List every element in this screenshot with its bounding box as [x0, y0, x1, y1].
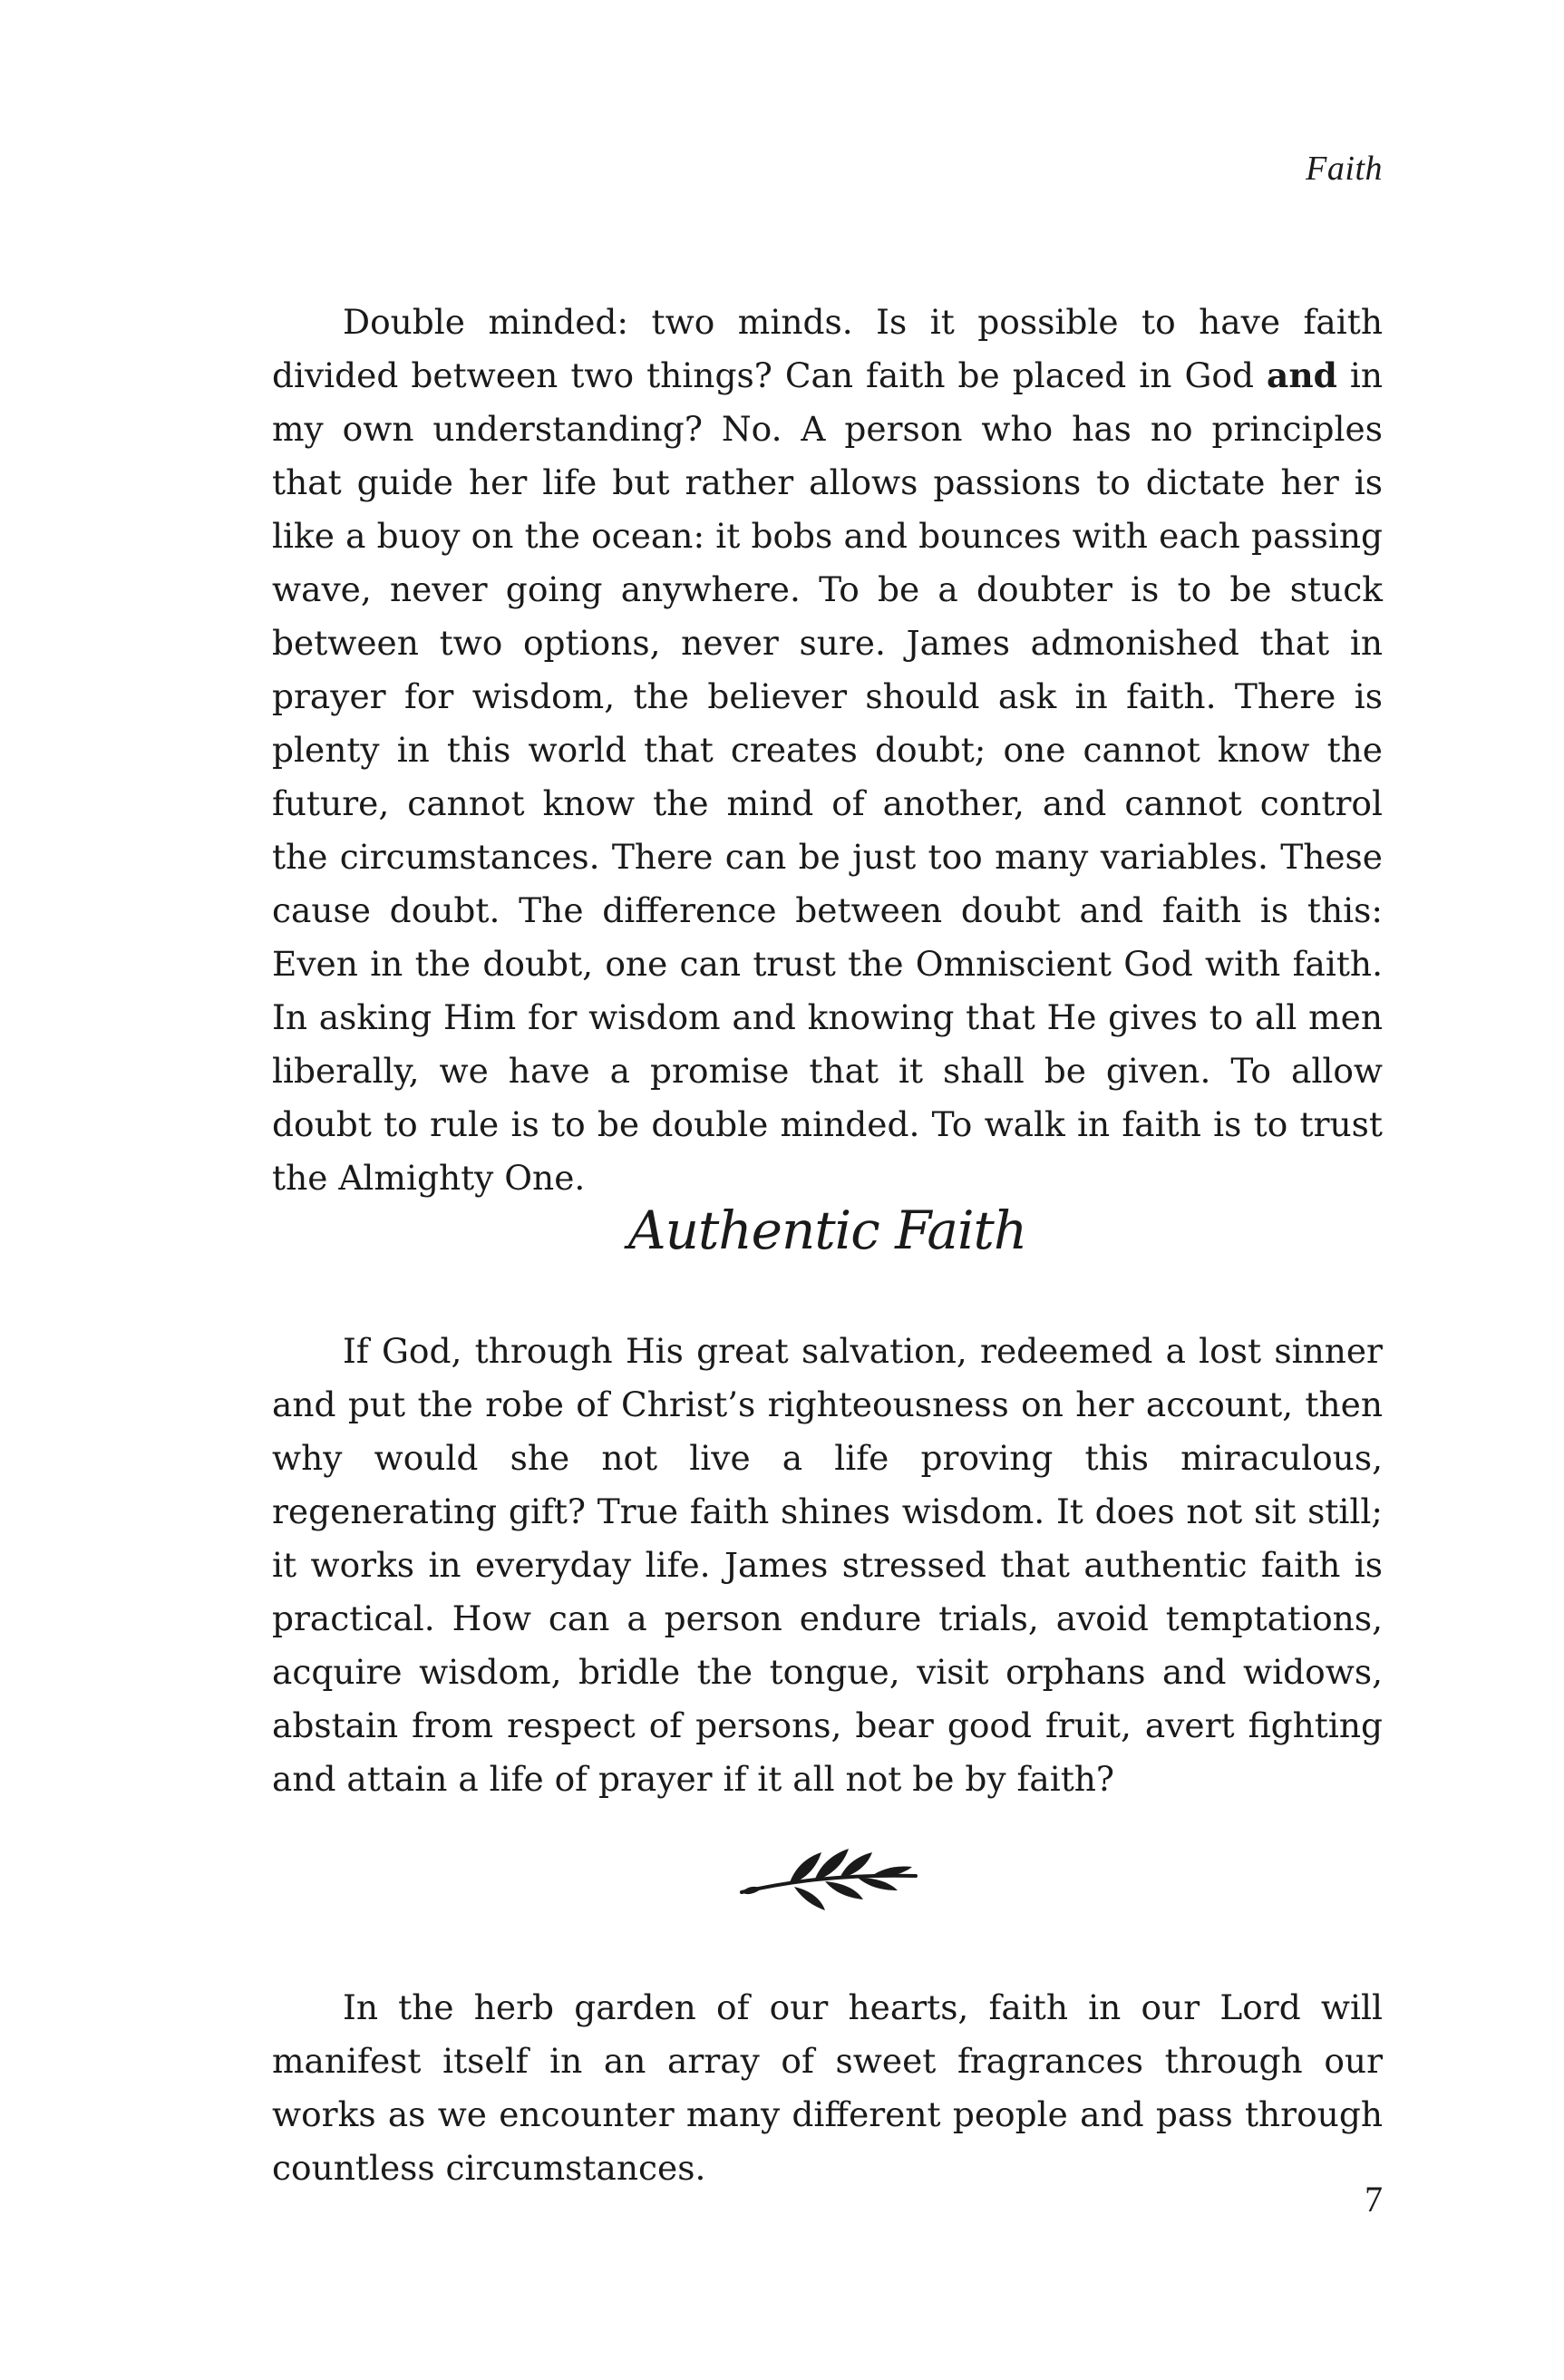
olive-branch-icon: [734, 1845, 925, 1918]
body-paragraph-1: [272, 296, 1383, 1205]
paragraph-1-bold-word: and: [1267, 355, 1337, 395]
paragraph-1-text-start: Double minded: two minds. Is it possible to have faith divided between two things? Can faith be placed in God: [272, 302, 1383, 395]
section-heading: Authentic Faith: [627, 1200, 1027, 1261]
page-number: 7: [1365, 2179, 1383, 2220]
body-paragraph-2: If God, through His great salvation, redeemed a lost sinner and put the robe of Christ’s righteousness on her account, then why would she not live a life proving this miraculous, regenerating gift? True faith shines wisdom. It does not sit still; it works in everyday life. James stressed that authentic faith is practical. How can a person endure trials, avoid temptations, acquire wisdom, bridle the tongue, visit orphans and widows, abstain from respect of persons, bear good fruit, avert fighting and attain a life of prayer if it all not be by faith?: [272, 1331, 1383, 1799]
running-head: Faith: [1306, 150, 1383, 188]
paragraph-1-text-end: in my own understanding? No. A person who has no principles that guide her life but rather allows passions to dictate her is like a buoy on the ocean: it bobs and bounces with each passing wave, never going anywhere. To be a doubter is to be stuck between two options, never sure. James admonished that in prayer for wisdom, the believer should ask in faith. There is plenty in this world that creates doubt; one cannot know the future, cannot know the mind of another, and cannot control the circumstances. There can be just too many variables. These cause doubt. The difference between doubt and faith is this: Even in the doubt, one can trust the Omniscient God with faith. In asking Him for wisdom and knowing that He gives to all men liberally, we have a promise that it shall be given. To allow doubt to rule is to be double minded. To walk in faith is to trust the Almighty One.: [272, 355, 1383, 1198]
body-paragraph-3: In the herb garden of our hearts, faith in our Lord will manifest itself in an array of sweet fragrances through our works as we encounter many different people and pass through countless circumstances.: [272, 1987, 1383, 2188]
